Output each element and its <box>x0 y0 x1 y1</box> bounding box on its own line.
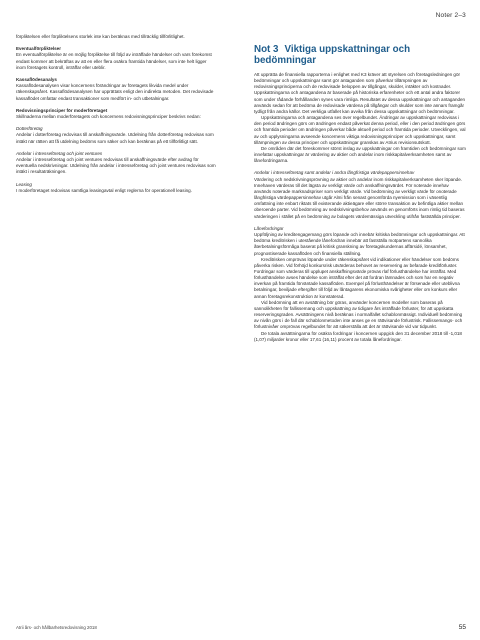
cashflow-text: Kassaflödesanalysen visar koncernens förändringar av företagets likvida medel under räkenskapsåret. Kassaflödesanalysen har upprättats enligt den indirekta metoden. Det redovisade kassaflödet omfattar endast transaktioner som medfört in- och utbetalningar. <box>16 83 214 101</box>
footer-report-name: Atrii års- och hållbarhetsredovisning 2018 <box>16 625 97 630</box>
loans-paragraph-4: De totala avsättningarna för osäkra fordringar i koncernen uppgick den 31 december 2018 till -1,018 (1,07) miljarder kronor eller 17,61 (16,11) procent av totala lånefordringar. <box>254 330 462 342</box>
estimates-paragraph-1: Att upprätta de finansiella rapporterna i enlighet med K3 kräver att styrelsen och företagsledningen gör bedömningar och uppskattningar samt gör antaganden som påverkar tillämpningen av redovisningsprinciperna och de redovisade beloppen av tillgångar, skulder, intäkter och kostnader. Uppskattningarna och antagandena är baserade på historiska erfarenheter och ett antal andra faktorer som under rådande förhållanden synes vara rimliga. Resultatet av dessa uppskattningar och antaganden används sedan för att bedöma de redovisade värdena på tillgångar och skulder som inte annars framgår tydligt från andra källor. Det verkliga utfallet kan avvika från dessa uppskattningar och bedömningar. <box>254 72 466 114</box>
shares-text: Värdering och nedskrivningsprövning av aktier och andelar inom riskkapitalverksamheten sker löpande. Innehaven värderas till det lägsta av verkligt värde och anskaffningsvärdet. För noterade innehav används noterade marknadspriser som verkligt värde. Vid bedömning av verkligt värde för onoterade långfristiga värdepappersinnehav utgår Almi från senast genomförda nyemission som i väsentlig omfattning inte enbart riktats till existerande aktieägare eller större transaktion av befintliga aktier mellan oberoende parter. Vid bedömning av nedskrivningsbehov används en genomförts inom rimlig tid baseras värderingen i stället på en bedömning av bolagets värdemässiga utveckling utifrån fastställda principer. <box>254 176 465 219</box>
parent-principles-text: Skillnaderna mellan moderföretagets och koncernens redovisningsprinciper beskrivs nedan: <box>16 113 201 119</box>
left-column <box>16 34 216 194</box>
contingent-liabilities-heading: Eventualförpliktelser <box>16 46 61 52</box>
loans-paragraph-1: Uppföljning av kreditengagemang görs löpande och innebär kritiska bedömningar och uppskattningar. Att bedöma kreditrisken i utestående lånefordran innebär att fastställa motpartens sannolika återbetalningsförmåga baserat på kritisk granskning av företagskundernas affärsidé, lönsamhet, prognostiserade kassaflöden och finansiella ställning. <box>254 232 465 256</box>
subsidiaries-heading: Dotterföretag <box>16 126 43 132</box>
loans-paragraph-2: Kreditrisken omprövas löpande under räkenskapsåret vid indikationer eller händelser som bedöms påverka risken. Vid förhöjd konkursrisk utvärderas behovet av reservering av befarade kreditförluster. Fordringar som värderas till upplupet anskaffningsvärde prövas rlaf förlusthändelse har inträffat. Med förlusthändelse avses händelse som inträffat efter det att fordran lämnades och som har en negativ inverkan på framtida förväntade kassaflöden. Exempel på förlusthändelser är försenade eller uteblivna betalningar, beviljade eftergifter till följd av låntagarens ekonomiska svårigheter eller om konkurs eller annan företagsrekonstruktion är konstaterad. <box>254 256 460 299</box>
subsidiaries-text: Andelar i dotterföretag redovisas till anskaffningsvärde. Utdelning från dotterföretag redovisas som intäkt när rätten att få utdelning bedöms som säker och kan beräknas på ett tillförlitligt sätt. <box>16 132 214 144</box>
right-column <box>254 34 466 343</box>
associates-jv-text: Andelar i intresseföretag och joint ventures redovisas till anskaffningsvärde efter avdrag för eventuella nedskrivningar. Utdelning från andelar i intresseföretag och joint ventures redovisas som intäkt i resultaträkningen. <box>16 157 216 175</box>
leasing-heading: Leasing <box>16 181 32 187</box>
loans-heading: Lånefordringar <box>254 225 284 231</box>
intro-paragraph: förpliktelsen eller förpliktelsens storlek inte kan beräknas med tillräcklig tillförlitlighet. <box>16 34 185 39</box>
leasing-text: I moderföretaget redovisas samtliga leasingavtal enligt reglerna för operationell leasing. <box>16 187 192 193</box>
section-number: Not 3 <box>254 44 279 55</box>
section-title <box>254 44 466 66</box>
estimates-paragraph-2: Uppskattningarna och antagandena ses över regelbundet. Ändringar av uppskattningar redovisas i den period ändringen görs om ändringen endast påverkat denna period, eller i den period ändringen görs och framtida perioder om ändringen påverkar både aktuell period och framtida perioder. Utvecklingen, val av och upplysningarna avseende koncernens viktiga redovisningsprinciper och uppskattningar, samt tillämpningen av dessa principer och uppskattningar granskas av Atrius revisionsutskott. <box>254 115 466 145</box>
contingent-liabilities-text: En eventualförpliktelse är en möjlig förpliktelse till följd av inträffade händelser och vars förekomst endast kommer att bekräftas av att en eller flera osäkra framtida händelser, som inte helt ligger inom företagets kontroll, inträffar eller uteblir. <box>16 52 212 70</box>
shares-heading: Andelar i intresseföretag samt andelar i andra långfristiga värdepappersinnehav <box>254 170 415 176</box>
parent-principles-heading: Redovisningsprinciper för moderföretaget <box>16 107 108 113</box>
associates-jv-heading: Andelar i intresseföretag och joint ventures <box>16 150 103 156</box>
page-number: 55 <box>458 624 466 631</box>
cashflow-heading: Kassaflödesanalys <box>16 77 57 83</box>
section-title-text: Viktiga uppskattningar och bedömningar <box>254 44 411 66</box>
loans-paragraph-3: Vid bedömning att en avsättning bör göras, använder koncernen modeller som baseras på sannolikheten för fallissemang och uppskattning av tidigare års inträffade förluster, för att uppskatta reserveringsgraden. Avsättningens nivå beräknas i normalfallet schablonmässigt. Individuell bedömning av nivån görs i de fall där schablonmetoden inte anses ge en rättvisande förlustrisk. Fallissemangs- och förlustnivåer omprövas regelbundet för att säkerställa att det är rättvisande vid var tidpunkt. <box>254 299 463 330</box>
page-header-title: Noter 2–3 <box>435 12 466 19</box>
estimates-paragraph-3: De områden där det föreskommer störst inslag av uppskattningar om framtiden och bedömningar som innefattar uppskattningar är värdering av aktier och andelar inom riskkapitalverksamheten samt av lånefordringarna. <box>254 145 466 164</box>
